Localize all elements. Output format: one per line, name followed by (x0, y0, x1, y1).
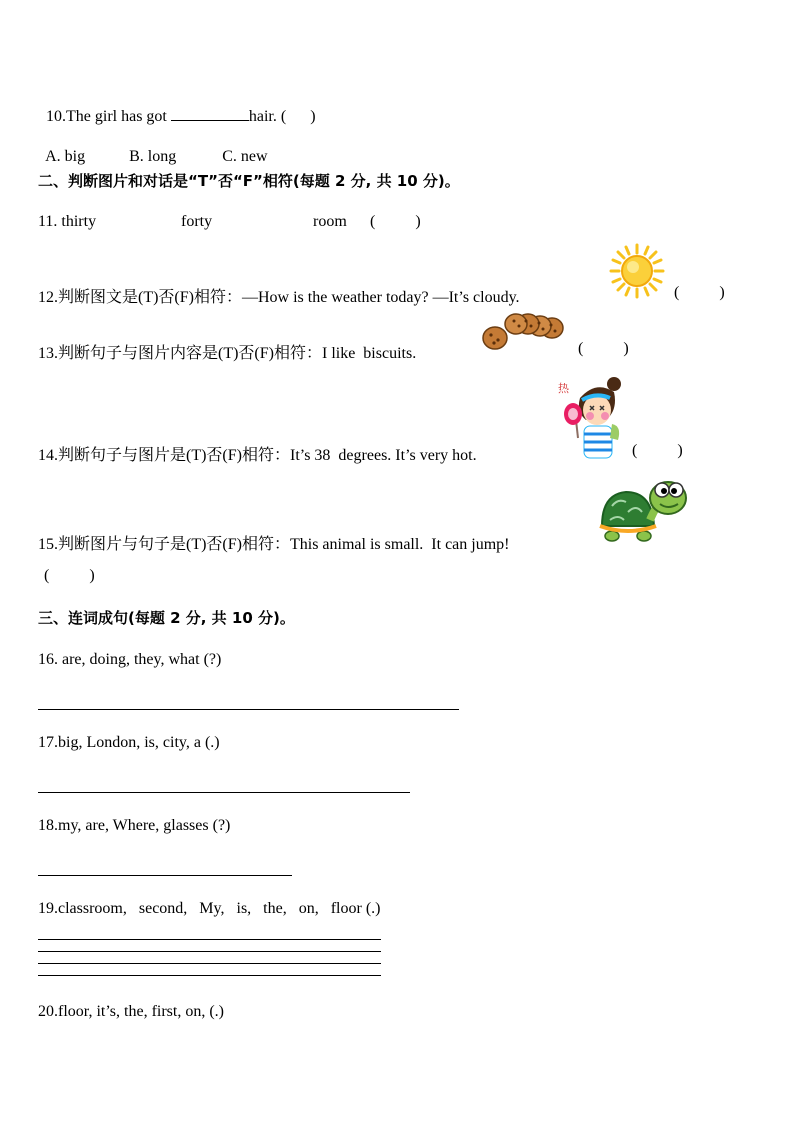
question-11-word-1: 11. thirty (38, 213, 97, 230)
answer-line-19d[interactable] (38, 975, 381, 976)
question-17: 17.big, London, is, city, a (.) (38, 734, 220, 751)
question-11-word-3: room (313, 213, 347, 230)
question-10-suffix: hair. ( ) (248, 108, 316, 125)
option-a: A. big (45, 148, 86, 165)
answer-paren-15[interactable]: ( ) (44, 567, 95, 584)
section-2-title: 二、判断图片和对话是“T”否“F”相符(每题 2 分, 共 10 分)。 (38, 172, 460, 190)
sun-icon (609, 243, 665, 299)
question-12: 12.判断图文是(T)否(F)相符：—How is the weather today? —It’s cloudy. (38, 289, 520, 306)
section-3-title: 三、连词成句(每题 2 分, 共 10 分)。 (38, 609, 295, 627)
hot-girl-icon (556, 376, 624, 460)
answer-paren-11[interactable]: ( ) (370, 213, 421, 230)
answer-line-16[interactable] (38, 709, 459, 710)
question-16: 16. are, doing, they, what (?) (38, 651, 222, 668)
question-15: 15.判断图片与句子是(T)否(F)相符：This animal is small. It can jump! (38, 536, 510, 553)
hot-label: 热 (558, 382, 569, 395)
answer-line-19c[interactable] (38, 963, 381, 964)
question-10 (38, 88, 316, 126)
biscuits-icon (482, 312, 564, 352)
option-b: B. long (129, 148, 177, 165)
answer-line-19b[interactable] (38, 951, 381, 952)
question-14: 14.判断句子与图片是(T)否(F)相符：It’s 38 degrees. It’s very hot. (38, 447, 477, 464)
question-10-options (38, 130, 268, 166)
answer-line-18[interactable] (38, 875, 292, 876)
answer-paren-12[interactable]: ( ) (674, 284, 725, 301)
question-18: 18.my, are, Where, glasses (?) (38, 817, 231, 834)
answer-paren-13[interactable]: ( ) (578, 340, 629, 357)
answer-line-17[interactable] (38, 792, 410, 793)
question-11-word-2: forty (181, 213, 213, 230)
question-20: 20.floor, it’s, the, first, on, (.) (38, 1003, 224, 1020)
answer-line-19a[interactable] (38, 939, 381, 940)
answer-paren-14[interactable]: ( ) (632, 442, 683, 459)
answer-blank[interactable] (171, 106, 249, 121)
option-c: C. new (222, 148, 268, 165)
question-13: 13.判断句子与图片内容是(T)否(F)相符：I like biscuits. (38, 345, 417, 362)
question-19: 19.classroom, second, My, is, the, on, floor (.) (38, 900, 381, 917)
turtle-icon (598, 476, 688, 546)
question-10-prefix: 10.The girl has got (46, 108, 171, 125)
